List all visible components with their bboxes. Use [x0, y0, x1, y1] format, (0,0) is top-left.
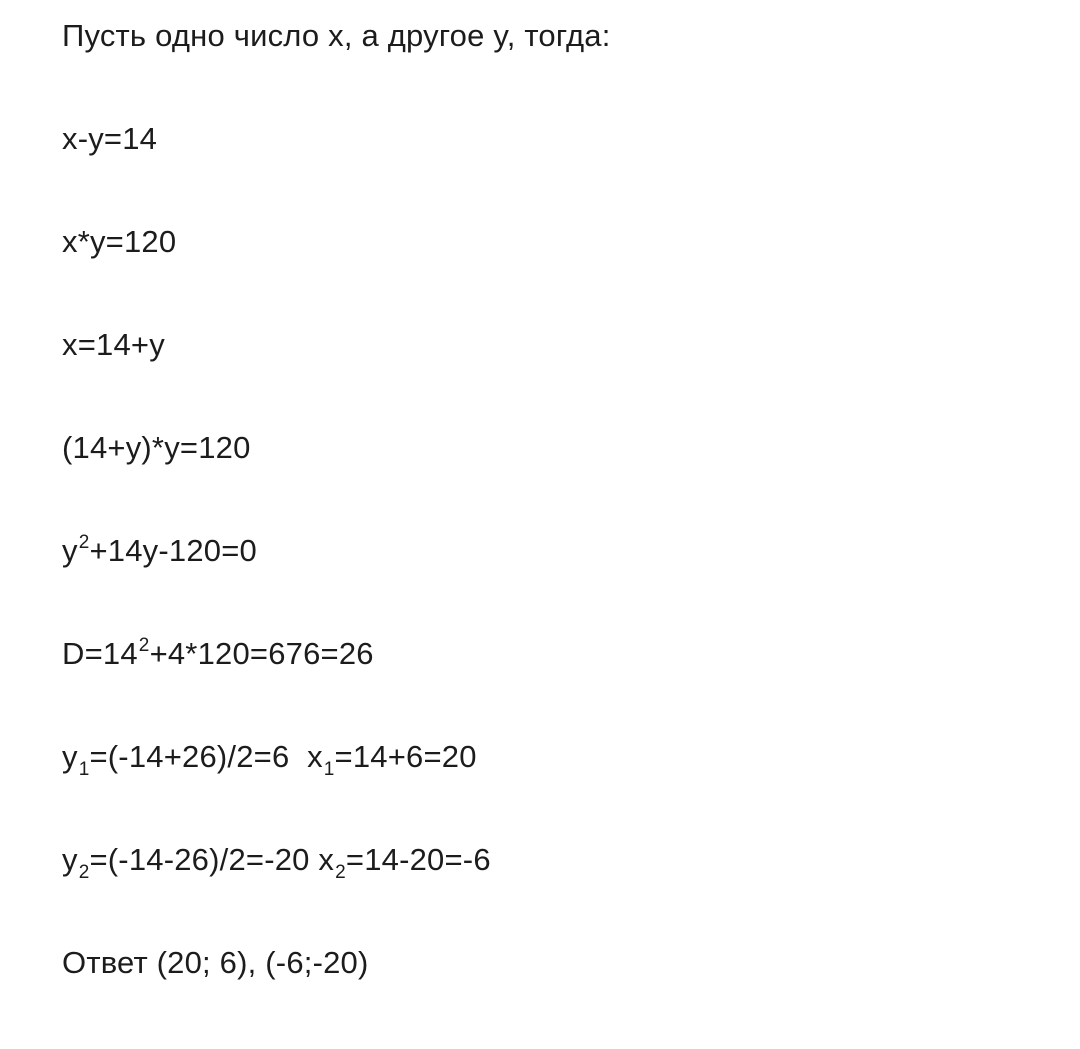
equation-difference: x-y=14 — [62, 121, 158, 156]
quadratic-rest: +14y-120=0 — [89, 533, 257, 568]
equation-product: x*y=120 — [62, 224, 177, 259]
x2-subscript: 2 — [335, 862, 346, 883]
x2-expression: =14-20=-6 — [345, 842, 491, 877]
root-two-line — [62, 840, 491, 883]
y2-expression: =(-14-26)/2=-20 — [89, 842, 319, 877]
y1-subscript: 1 — [78, 759, 90, 780]
quadratic-exponent: 2 — [78, 532, 90, 553]
discriminant-rest: +4*120=676=26 — [149, 636, 374, 671]
equation-substituted: (14+y)*y=120 — [62, 430, 251, 465]
x1-subscript: 1 — [323, 759, 335, 780]
discriminant-exponent: 2 — [138, 635, 150, 656]
x2-var: x — [318, 842, 335, 877]
y1-var: y — [62, 739, 78, 774]
intro-line: Пусть одно число x, а другое y, тогда: — [62, 18, 611, 53]
quadratic-base: y — [62, 533, 78, 568]
discriminant-line — [62, 634, 374, 674]
equation-x-expressed: x=14+y — [62, 327, 165, 362]
discriminant-pre: D=14 — [62, 636, 138, 671]
quadratic-equation — [62, 531, 257, 571]
y2-var: y — [62, 842, 78, 877]
x1-expression: =14+6=20 — [334, 739, 477, 774]
root-one-line — [62, 737, 477, 780]
x1-var: x — [307, 739, 323, 774]
answer-line: Ответ (20; 6), (-6;-20) — [62, 945, 369, 980]
y2-subscript: 2 — [78, 862, 90, 883]
y1-expression: =(-14+26)/2=6 — [89, 739, 308, 774]
